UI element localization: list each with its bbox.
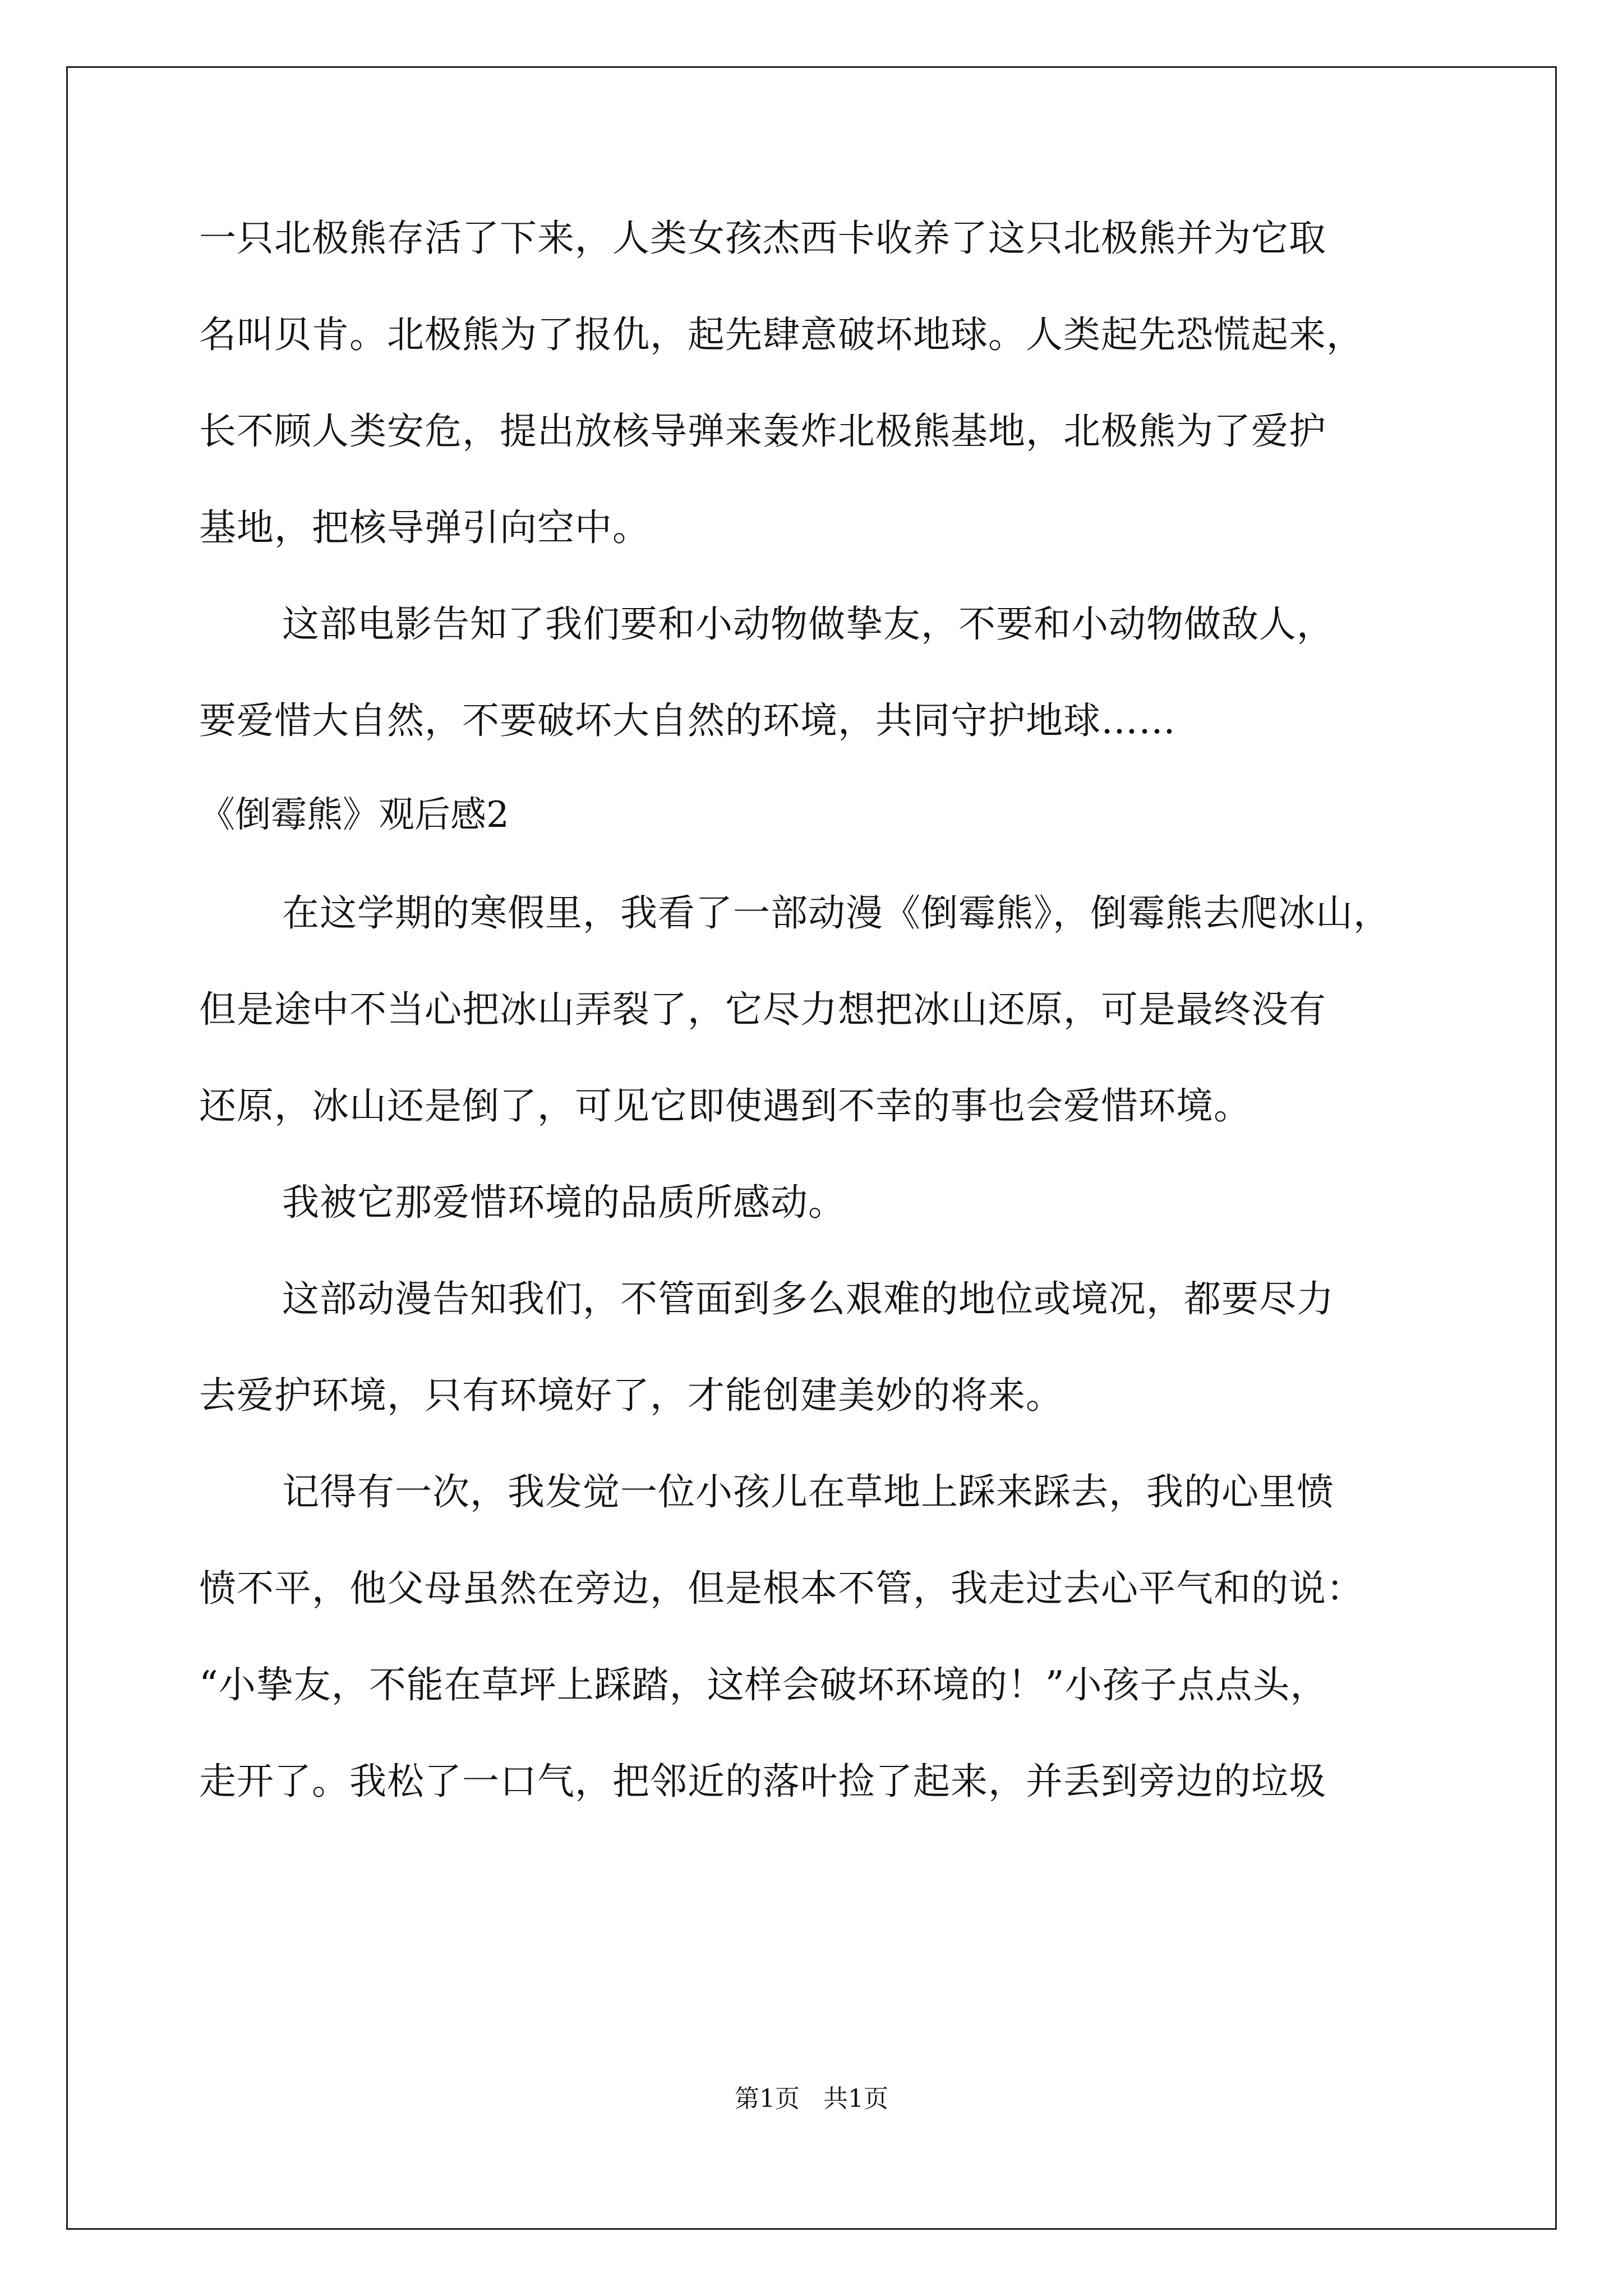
text-line: 名叫贝肯。北极熊为了报仇，起先肆意破坏地球。人类起先恐慌起来， [199, 313, 1364, 356]
text-line: “小挚友，不能在草坪上踩踏，这样会破坏环境的！”小孩子点点头， [199, 1663, 1328, 1706]
page-footer [0, 2082, 1623, 2116]
text-line: 要爱惜大自然，不要破坏大自然的环境，共同守护地球…… [199, 699, 1176, 742]
text-line: 愤不平，他父母虽然在旁边，但是根本不管，我走过去心平气和的说： [199, 1567, 1364, 1610]
page-total: 共1页 [823, 2085, 888, 2113]
paragraph-start: 我被它那爱惜环境的品质所感动。 [282, 1181, 846, 1224]
paragraph-start: 在这学期的寒假里，我看了一部动漫《倒霉熊》，倒霉熊去爬冰山， [282, 891, 1391, 935]
page-border [66, 66, 1557, 2230]
section-heading: 《倒霉熊》观后感2 [199, 794, 509, 836]
text-line: 一只北极熊存活了下来，人类女孩杰西卡收养了这只北极熊并为它取 [199, 217, 1326, 260]
text-line: 走开了。我松了一口气，把邻近的落叶捡了起来，并丢到旁边的垃圾 [199, 1760, 1326, 1803]
paragraph-start: 这部电影告知了我们要和小动物做挚友，不要和小动物做敌人， [282, 602, 1334, 646]
page-number: 第1页 [735, 2085, 800, 2113]
text-line: 基地，把核导弹引向空中。 [199, 506, 650, 549]
paragraph-start: 记得有一次，我发觉一位小孩儿在草地上踩来踩去，我的心里愤 [282, 1470, 1334, 1513]
text-line: 长不顾人类安危，提出放核导弹来轰炸北极熊基地，北极熊为了爱护 [199, 409, 1326, 453]
text-line: 去爱护环境，只有环境好了，才能创建美妙的将来。 [199, 1374, 1063, 1417]
text-line: 但是途中不当心把冰山弄裂了，它尽力想把冰山还原，可是最终没有 [199, 988, 1326, 1031]
paragraph-start: 这部动漫告知我们，不管面到多么艰难的地位或境况，都要尽力 [282, 1277, 1334, 1320]
text-line: 还原，冰山还是倒了，可见它即使遇到不幸的事也会爱惜环境。 [199, 1084, 1251, 1128]
